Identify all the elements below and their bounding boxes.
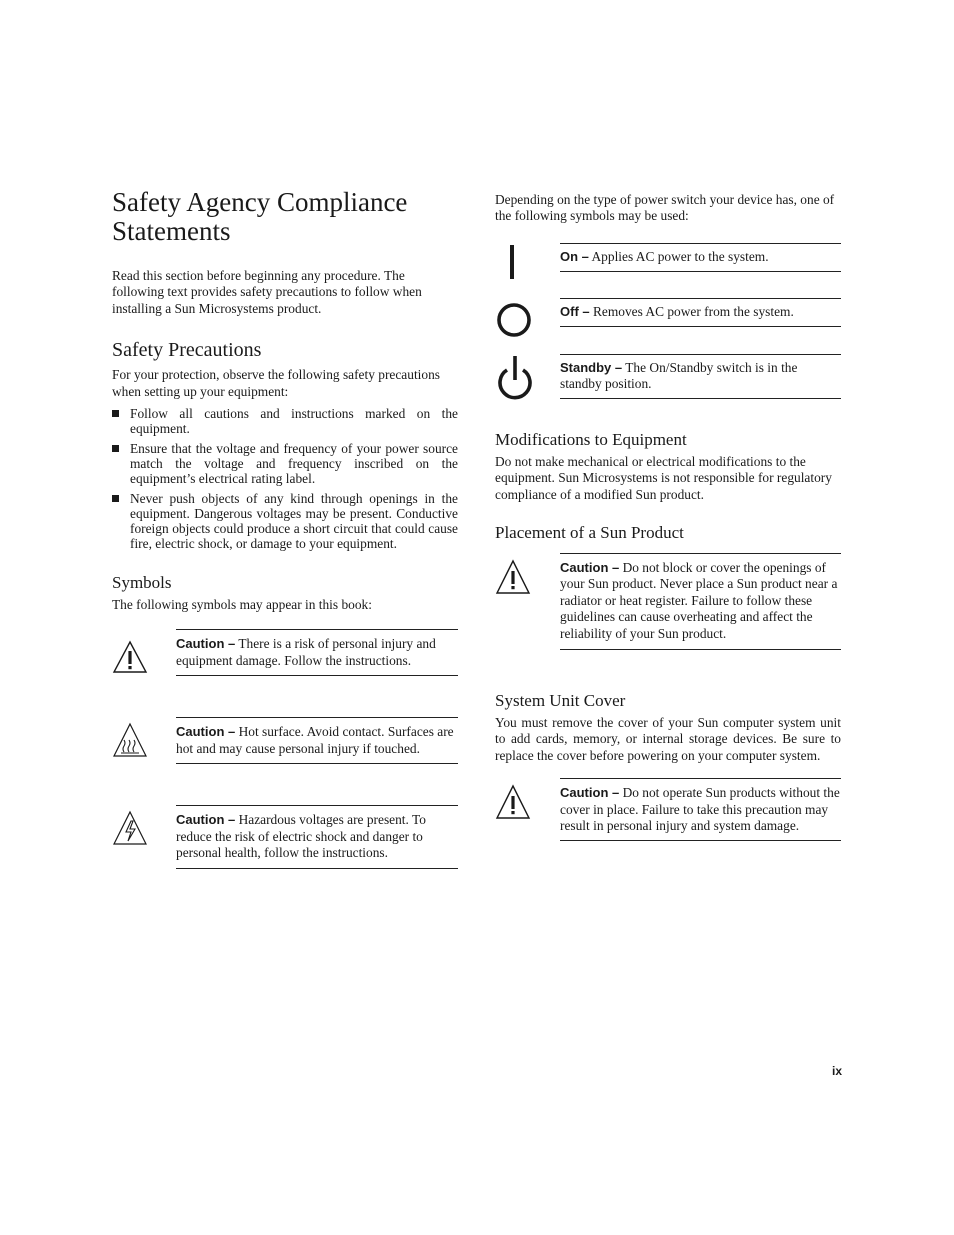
symbol-text: Applies AC power to the system. [588,248,769,264]
bullet-square-icon [112,445,119,452]
caution-box [560,778,841,841]
warning-triangle-icon [495,559,531,595]
cover-paragraph: You must remove the cover of your Sun computer system unit to add cards, memory, or internal storage devices. Be sure to replace the cover before powering on your computer system. [495,715,841,763]
high-voltage-icon [112,810,148,846]
power-on-icon [495,243,531,283]
caution-lead: Caution – [176,724,236,740]
symbol-lead: Off – [560,303,590,319]
modifications-paragraph: Do not make mechanical or electrical modifications to the equipment. Sun Microsystems is not responsible for regulatory compliance of a modified Sun product. [495,453,832,502]
symbol-text: Removes AC power from the system. [589,303,794,319]
switch-symbol-on [495,243,841,298]
placement-heading: Placement of a Sun Product [495,523,684,543]
caution-box [176,629,458,676]
caution-lead: Caution – [176,636,236,652]
symbol-box [560,298,841,327]
left-column [112,188,458,869]
caution-box [176,717,458,764]
symbols-heading: Symbols [112,573,172,593]
caution-lead: Caution – [560,785,620,801]
power-off-icon [495,300,533,340]
switch-symbol-off [495,298,841,354]
precautions-intro: For your protection, observe the following safety precautions when setting up your equipment: [112,367,440,399]
safety-precautions-heading: Safety Precautions [112,339,262,362]
page-title: Safety Agency Compliance Statements [112,187,408,246]
switch-symbol-standby [495,354,841,418]
symbol-lead: On – [560,248,589,264]
hot-surface-icon [112,722,148,758]
caution-text: Hot surface. Avoid contact. Surfaces are hot and may cause personal injury if touched. [176,724,454,756]
caution-lead: Caution – [560,560,620,576]
switch-intro: Depending on the type of power switch your device has, one of the following symbols may be used: [495,192,835,224]
caution-hot-surface [112,717,458,781]
right-column [495,192,841,858]
caution-text: Do not block or cover the openings of your Sun product. Never place a Sun product near a radiator or heat register. Failure to follow these guidelines can cause overheating and affect the reliability of your Sun product. [560,560,838,641]
caution-injury [112,629,458,693]
modifications-heading: Modifications to Equipment [495,429,687,449]
symbol-lead: Standby – [560,359,623,375]
list-item: Follow all cautions and instructions marked on the equipment. [112,406,458,436]
bullet-square-icon [112,410,119,417]
warning-triangle-icon [495,784,531,820]
warning-triangle-icon [112,639,148,675]
symbol-text: The On/Standby switch is in the standby position. [560,359,798,392]
caution-cover [495,778,841,858]
caution-placement [495,553,841,665]
caution-text: Hazardous voltages are present. To reduce the risk of electric shock and danger to personal health, follow the instructions. [176,812,426,861]
symbols-intro: The following symbols may appear in this book: [112,597,372,613]
caution-box [560,553,841,650]
caution-text: Do not operate Sun products without the cover in place. Failure to take this precaution may result in personal injury and system damage. [560,785,840,834]
symbol-box [560,243,841,272]
standby-icon [495,354,535,402]
intro-paragraph: Read this section before beginning any procedure. The following text provides safety precautions to follow when installing a Sun Microsystems product. [112,268,422,316]
list-item: Never push objects of any kind through openings in the equipment. Dangerous voltages may be present. Conductive foreign objects could produce a short circuit that could cause fire, electric shock, or damage to your equipment. [112,491,458,551]
caution-box [176,805,458,868]
caution-lead: Caution – [176,812,236,828]
precautions-list [112,406,458,551]
list-item: Ensure that the voltage and frequency of your power source match the voltage and frequency inscribed on the equipment’s electrical rating label. [112,441,458,486]
symbol-box [560,354,841,399]
page-number: ix [831,1064,842,1078]
caution-high-voltage [112,805,458,869]
system-unit-cover-heading: System Unit Cover [495,691,626,711]
caution-text: There is a risk of personal injury and equipment damage. Follow the instructions. [176,636,436,668]
bullet-square-icon [112,495,119,502]
